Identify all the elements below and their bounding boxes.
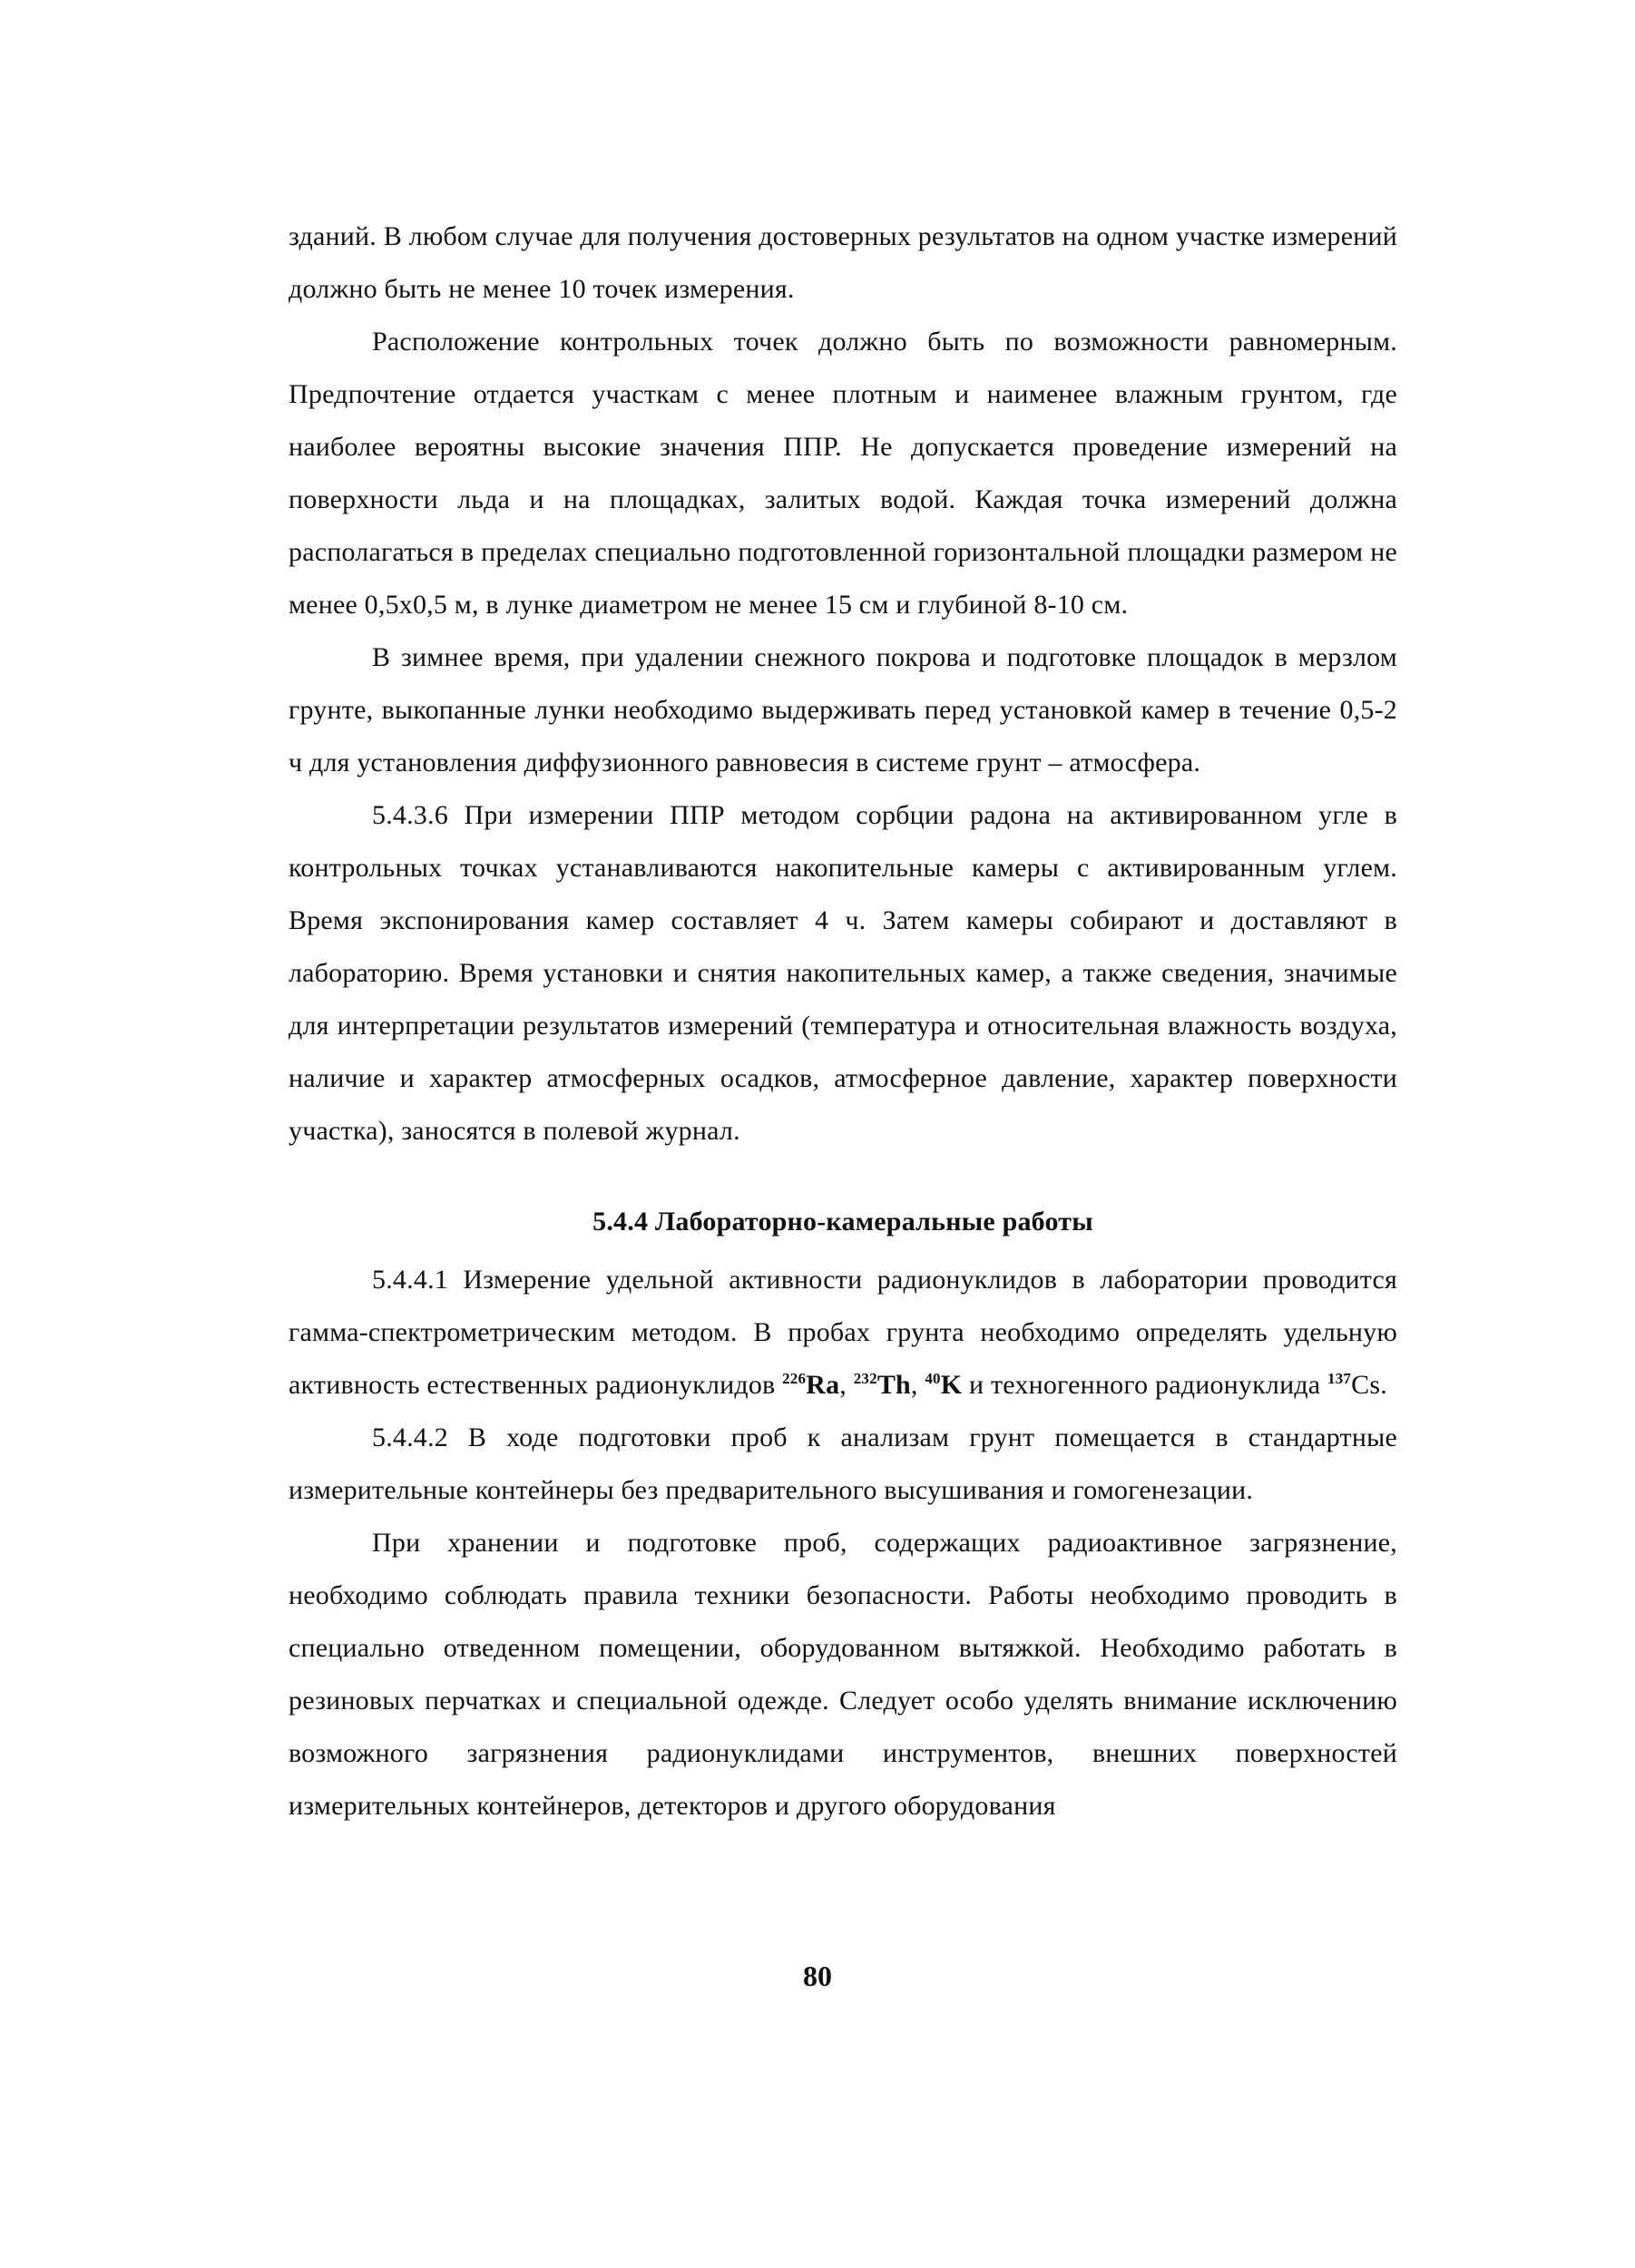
th-mass-number: 232 xyxy=(853,1370,877,1387)
page-number: 80 xyxy=(803,1960,832,1992)
paragraph-5-4-3-6: 5.4.3.6 При измерении ППР методом сорбции радона на активированном угле в контрольных точках устанавливаются накопительные камеры с активированным углем. Время экспонирования камер составляет 4 ч. Затем камеры собирают и доставляют в лабораторию. Время установки и снятия накопительных камер, а также сведения, значимые для интерпретации результатов измерений (температура и относительная влажность воздуха, наличие и характер атмосферных осадков, атмосферное давление, характер поверхности участка), заносятся в полевой журнал. xyxy=(289,800,1397,1146)
paragraph-continuation: зданий. В любом случае для получения достоверных результатов на одном участке измерений должно быть не менее 10 точек измерения. xyxy=(289,221,1397,304)
paragraph-control-points: Расположение контрольных точек должно быть по возможности равномерным. Предпочтение отдается участкам с менее плотным и наименее влажным грунтом, где наиболее вероятны высокие значения ППР. Не допускается проведение измерений на поверхности льда и на площадках, залитых водой. Каждая точка измерений должна располагаться в пределах специально подготовленной горизонтальной площадки размером не менее 0,5х0,5 м, в лунке диаметром не менее 15 см и глубиной 8-10 см. xyxy=(289,327,1397,620)
k-symbol: K xyxy=(940,1370,963,1400)
cs-mass-number: 137 xyxy=(1327,1370,1352,1387)
body-text xyxy=(289,210,1397,1833)
section-heading: 5.4.4 Лабораторно-камеральные работы xyxy=(592,1207,1093,1237)
conjunction: и xyxy=(968,1370,984,1400)
paragraph-winter: В зимнее время, при удалении снежного покрова и подготовке площадок в мерзлом грунте, выкопанные лунки необходимо выдерживать перед установкой камер в течение 0,5-2 ч для установления диффузионного равновесия в системе грунт – атмосфера. xyxy=(289,642,1397,777)
paragraph-text: 5.4.4.1 Измерение удельной активности радионуклидов в лаборатории проводится гамма-спектрометрическим методом. В пробах грунта необходимо определять удельную активность естественных радионуклидов xyxy=(289,1265,1397,1400)
paragraph-text: техногенного радионуклида xyxy=(990,1370,1321,1400)
ra-symbol: Ra xyxy=(806,1370,840,1400)
paragraph-safety: При хранении и подготовке проб, содержащих радиоактивное загрязнение, необходимо соблюдать правила техники безопасности. Работы необходимо проводить в специально отведенном помещении, оборудованном вытяжкой. Необходимо работать в резиновых перчатках и специальной одежде. Следует особо уделять внимание исключению возможного загрязнения радионуклидами инструментов, внешних поверхностей измерительных контейнеров, детекторов и другого оборудования xyxy=(289,1528,1397,1821)
paragraph-5-4-4-2: 5.4.4.2 В ходе подготовки проб к анализам грунт помещается в стандартные измерительные контейнеры без предварительного высушивания и гомогенезации. xyxy=(289,1422,1397,1505)
k-mass-number: 40 xyxy=(925,1370,941,1387)
cs-symbol: Cs. xyxy=(1351,1370,1387,1400)
th-symbol: Th xyxy=(876,1370,911,1400)
ra-mass-number: 226 xyxy=(782,1370,807,1387)
paragraph-5-4-4-1: 5.4.4.1 Измерение удельной активности радионуклидов в лаборатории проводится гамма-спектрометрическим методом. В пробах грунта необходимо определять удельную активность естественных радионуклидов $^{226}$Ra, $^{232}$Th, $^{40}$K и техногенного радионуклида $^{137}$Cs. xyxy=(289,1265,1397,1400)
